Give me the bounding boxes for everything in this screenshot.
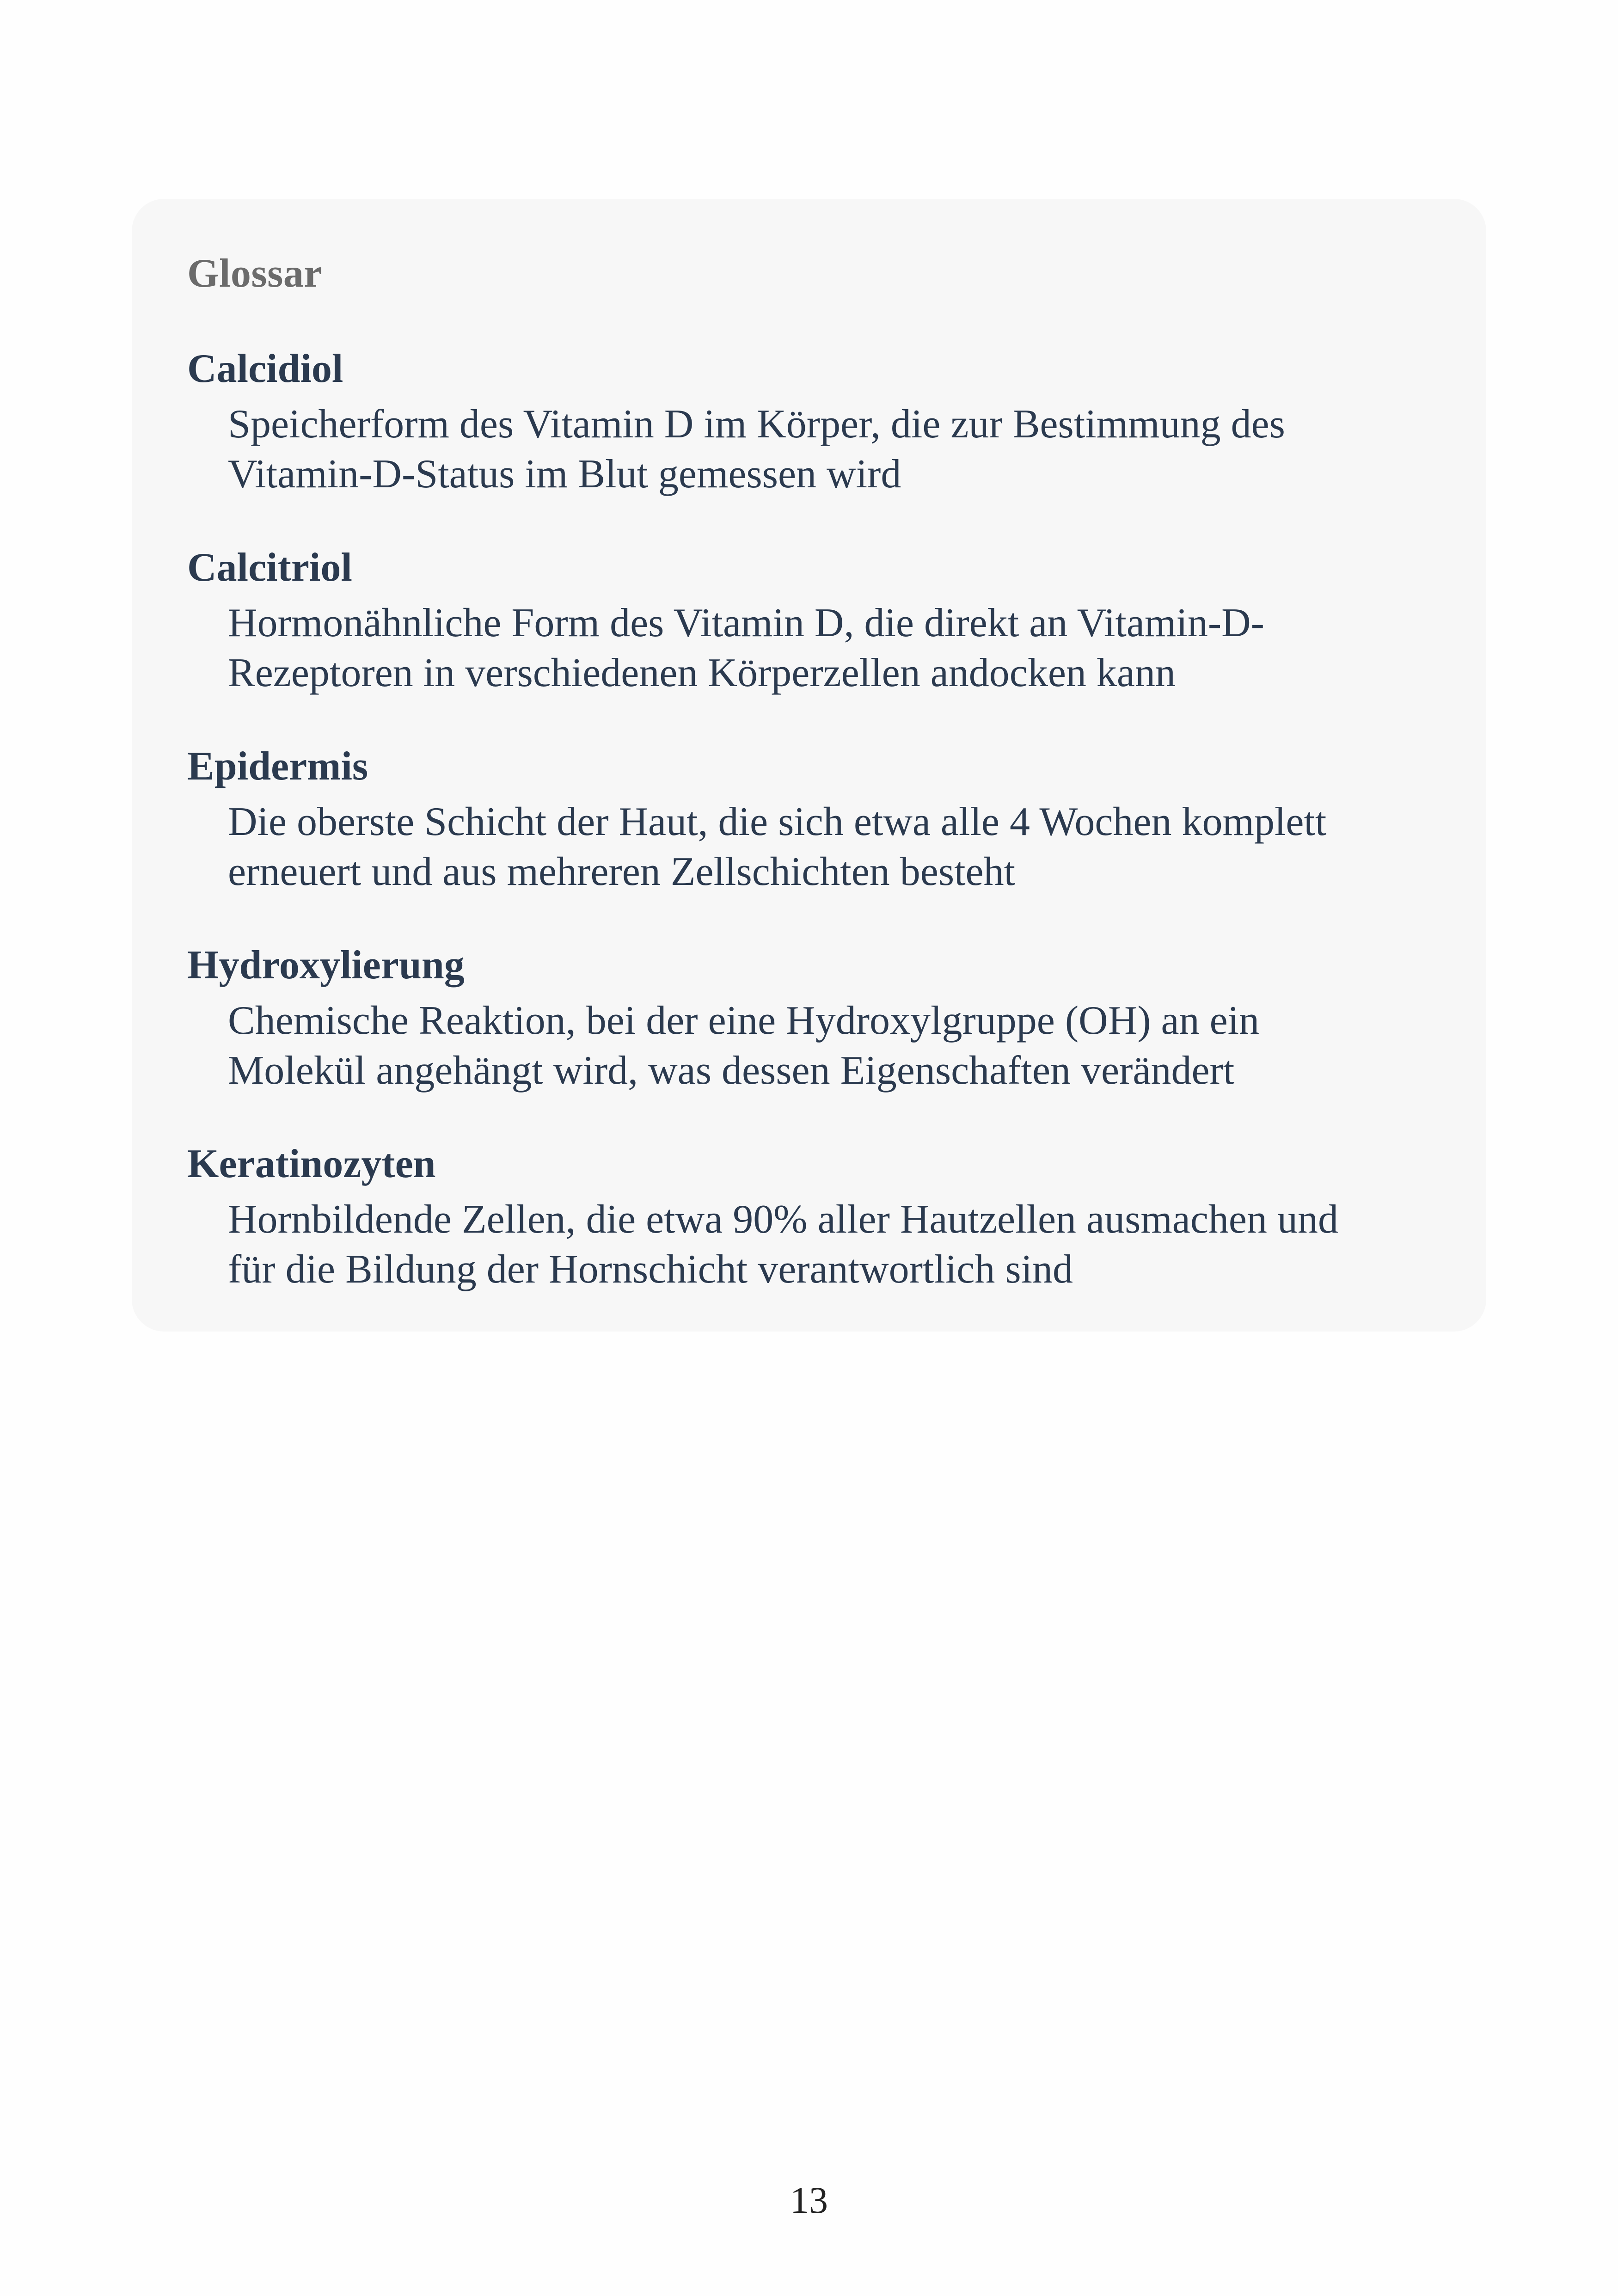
glossary-entry-keratinozyten: [187, 1144, 1486, 1295]
glossary-definition: [228, 797, 1486, 897]
definition-line: Hormonähnliche Form des Vitamin D, die direkt an Vitamin-D-: [228, 601, 1264, 645]
glossary-definition: [228, 1195, 1486, 1295]
definition-line: Rezeptoren in verschiedenen Körperzellen andocken kann: [228, 651, 1176, 695]
glossary-term: Keratinozyten: [187, 1142, 436, 1186]
glossary-term: Epidermis: [187, 744, 368, 789]
glossary-term: Calcidiol: [187, 346, 343, 391]
glossary-entry-hydroxylierung: [187, 945, 1486, 1096]
page-number: 13: [790, 2179, 828, 2221]
definition-line: für die Bildung der Hornschicht verantwortlich sind: [228, 1247, 1073, 1292]
definition-line: Vitamin-D-Status im Blut gemessen wird: [228, 452, 901, 497]
glossary-entry-calcitriol: [187, 547, 1486, 698]
glossary-term: Calcitriol: [187, 545, 352, 590]
definition-line: Die oberste Schicht der Haut, die sich etwa alle 4 Wochen komplett: [228, 799, 1327, 844]
definition-line: Molekül angehängt wird, was dessen Eigenschaften verändert: [228, 1048, 1235, 1093]
definition-line: erneuert und aus mehreren Zellschichten besteht: [228, 849, 1016, 894]
glossary-definition: [228, 996, 1486, 1096]
glossary-entry-epidermis: [187, 746, 1486, 897]
glossary-box: [132, 199, 1486, 1332]
glossary-definition: [228, 598, 1486, 698]
glossary-title: Glossar: [187, 251, 322, 296]
glossary-entry-calcidiol: [187, 346, 1486, 499]
glossary-definition: [228, 399, 1486, 499]
definition-line: Speicherform des Vitamin D im Körper, die zur Bestimmung des: [228, 402, 1285, 447]
definition-line: Chemische Reaktion, bei der eine Hydroxylgruppe (OH) an ein: [228, 998, 1260, 1043]
definition-line: Hornbildende Zellen, die etwa 90% aller Hautzellen ausmachen und: [228, 1197, 1338, 1242]
glossary-term: Hydroxylierung: [187, 943, 465, 988]
